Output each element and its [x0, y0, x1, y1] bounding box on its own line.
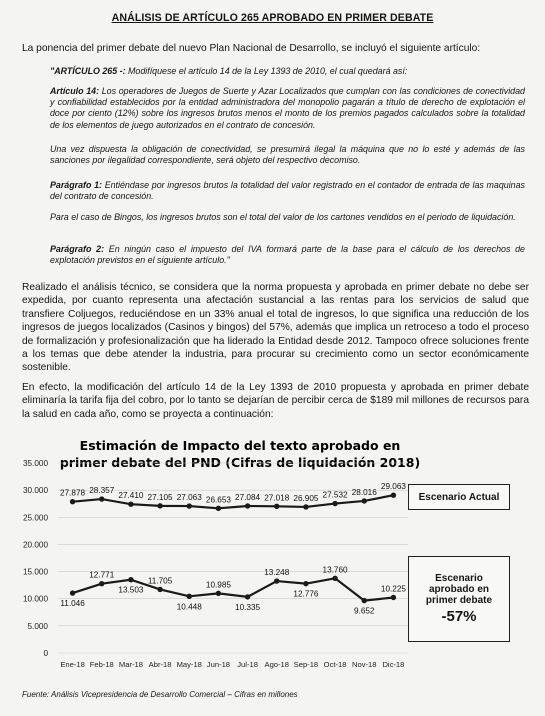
- x-tick-label: Feb-18: [89, 660, 114, 669]
- paragrafo-2-heading: Parágrafo 2:: [50, 244, 105, 254]
- data-label: 10.225: [380, 584, 406, 594]
- data-label: 27.105: [147, 492, 173, 502]
- article-14-heading: Artículo 14:: [50, 86, 100, 96]
- effect-paragraph: En efecto, la modificación del artículo 14 de la Ley 1393 de 2010 propuesta y aprobada en primer debate eliminaría la tarifa fija del cobro, por lo tanto se dejarían de percibir cerca de $189 mil millones de recursos para la salud en cada año, como se proyecta a continuación:: [22, 382, 529, 420]
- y-tick-label: 30.000: [22, 486, 48, 496]
- paragrafo-2-paragraph: [50, 244, 525, 266]
- x-tick-label: Sep-18: [293, 660, 319, 669]
- legend-escenario-actual: [408, 484, 510, 510]
- data-point: [216, 506, 221, 511]
- data-point: [99, 496, 104, 501]
- legend-aprobado-percentage: -57%: [441, 608, 477, 625]
- y-tick-label: 35.000: [22, 459, 48, 468]
- y-tick-label: 20.000: [22, 540, 48, 550]
- legend-aprobado-line-2: aprobado en: [428, 584, 489, 595]
- bingos-paragraph: Para el caso de Bingos, los ingresos brutos son el total del valor de los cartones vendidos en el periodo de liquidación.: [50, 212, 516, 222]
- x-tick-label: Jul-18: [237, 660, 258, 669]
- data-point: [70, 590, 75, 595]
- article-265-quote: [50, 66, 525, 77]
- data-point: [128, 502, 133, 507]
- document-title: ANÁLISIS DE ARTÍCULO 265 APROBADO EN PRIMER DEBATE: [111, 12, 434, 24]
- paragrafo-2-text: En ningún caso el impuesto del IVA formará parte de la base para el cálculo de los derechos de explotación previstos en el siguiente artículo.": [50, 244, 525, 266]
- article-265-heading: "ARTÍCULO 265 -:: [50, 66, 126, 76]
- data-label: 27.532: [322, 490, 348, 500]
- data-point: [391, 595, 396, 600]
- data-label: 10.335: [235, 602, 261, 612]
- data-label: 9.652: [354, 606, 375, 616]
- article-265-text: Modifíquese el artículo 14 de la Ley 1393 de 2010, el cual quedará así:: [125, 66, 408, 76]
- data-label: 12.776: [293, 589, 319, 599]
- data-label: 10.448: [176, 602, 202, 612]
- data-point: [274, 578, 279, 583]
- data-label: 11.705: [147, 576, 173, 586]
- data-label: 10.985: [205, 580, 231, 590]
- y-tick-label: 0: [43, 649, 48, 658]
- data-point: [332, 576, 337, 581]
- article-14-paragraph: [50, 86, 525, 131]
- data-label: 13.760: [322, 565, 348, 575]
- data-point: [187, 503, 192, 508]
- data-point: [332, 501, 337, 506]
- data-point: [128, 577, 133, 582]
- x-tick-label: Ago-18: [264, 660, 289, 669]
- y-tick-label: 15.000: [22, 567, 48, 577]
- legend-escenario-actual-label: Escenario Actual: [418, 491, 500, 503]
- intro-paragraph: La ponencia del primer debate del nuevo Plan Nacional de Desarrollo, se incluyó el siguiente artículo:: [22, 43, 481, 54]
- paragrafo-1-heading: Parágrafo 1:: [50, 180, 103, 190]
- x-tick-label: Dic-18: [382, 660, 405, 669]
- data-label: 27.084: [235, 492, 261, 502]
- data-label: 26.905: [293, 493, 319, 503]
- data-label: 13.248: [264, 568, 290, 578]
- y-tick-label: 10.000: [22, 594, 48, 604]
- data-label: 26.653: [205, 495, 231, 505]
- data-label: 12.771: [89, 570, 115, 580]
- legend-aprobado-line-1: Escenario: [435, 573, 483, 584]
- paragrafo-1-paragraph: [50, 180, 525, 202]
- data-point: [303, 581, 308, 586]
- x-tick-label: Oct-18: [323, 660, 347, 669]
- x-tick-label: Abr-18: [148, 660, 172, 669]
- data-label: 27.018: [264, 493, 290, 503]
- legend-escenario-aprobado: [408, 556, 510, 642]
- paragrafo-1-text: Entiéndase por ingresos brutos la totalidad del valor registrado en el contador de entrada de las maquinas del contrato de concesión.: [50, 180, 525, 202]
- data-point: [187, 594, 192, 599]
- data-point: [245, 594, 250, 599]
- data-point: [362, 498, 367, 503]
- analysis-paragraph: Realizado el análisis técnico, se considera que la norma propuesta y aprobada en primer debate no debe ser expedida, por cuanto representa una afectación sustancial a las rentas para los servicios de salud que transfiere Coljuegos, reduciéndose en un 33% anual el total de ingresos, lo que significa una reducción de los ingresos de juegos localizados (Casinos y bingos) del 57%, además que implica un retroceso a todo el proceso de formalización y profesionalización que ha liderado la Entidad desde 2012. Tampoco ofrece soluciones frente a los temas que debe atender la industria, para procurar su crecimiento como un sector económicamente sostenible.: [22, 282, 529, 374]
- data-label: 27.063: [176, 493, 202, 503]
- data-point: [362, 598, 367, 603]
- data-point: [274, 504, 279, 509]
- chart-title-line-1: Estimación de Impacto del texto aprobado en: [79, 438, 401, 453]
- x-tick-label: Nov-18: [352, 660, 377, 669]
- data-label: 11.046: [60, 599, 85, 609]
- legend-aprobado-line-3: primer debate: [425, 595, 493, 606]
- conectividad-paragraph: Una vez dispuesta la obligación de conectividad, se presumirá ilegal la máquina que no lo esté y además de las sanciones por ilegalidad correspondiente, será objeto del respectivo decomiso.: [50, 144, 525, 166]
- x-tick-label: Jun-18: [206, 660, 231, 669]
- data-label: 29.063: [380, 482, 406, 492]
- chart-title-line-2: primer debate del PND (Cifras de liquidación 2018): [59, 455, 421, 470]
- data-label: 28.016: [351, 487, 377, 497]
- article-14-text: Los operadores de Juegos de Suerte y Azar Localizados que cumplan con las condiciones de conectividad y confiabilidad establecidos por la entidad administradora del monopolio pagarán a título de derecho de explotación el doce por ciento (12%) sobre los ingresos brutos menos el monto de los premios pagados calculados sobre la totalidad de los elementos de juego autorizados en el contrato de concesión.: [50, 86, 525, 130]
- data-point: [303, 504, 308, 509]
- data-label: 27.878: [60, 488, 86, 498]
- data-label: 28.357: [89, 486, 115, 496]
- data-point: [157, 503, 162, 508]
- data-label: 13.503: [118, 585, 144, 595]
- x-tick-label: Mar-18: [118, 660, 143, 669]
- y-tick-label: 25.000: [22, 513, 48, 523]
- source-note: Fuente: Análisis Vicepresidencia de Desarrollo Comercial – Cifras en millones: [22, 690, 298, 699]
- data-point: [99, 581, 104, 586]
- x-tick-label: Ene-18: [60, 660, 85, 669]
- x-tick-label: May-18: [176, 660, 202, 669]
- data-point: [70, 499, 75, 504]
- data-point: [157, 587, 162, 592]
- data-label: 27.410: [118, 491, 144, 501]
- data-point: [216, 591, 221, 596]
- data-point: [391, 493, 396, 498]
- y-tick-label: 5.000: [27, 621, 48, 631]
- data-point: [245, 503, 250, 508]
